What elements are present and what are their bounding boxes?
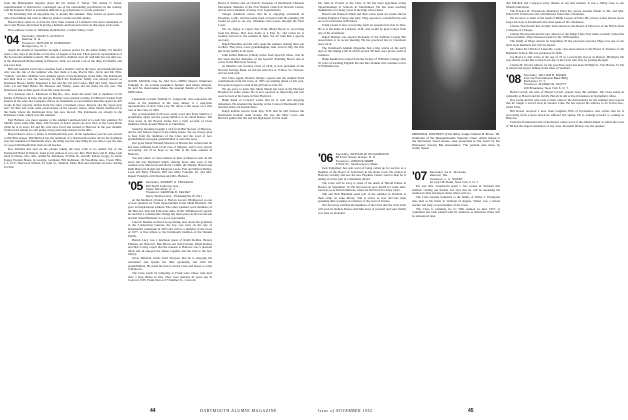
paragraph: Lieutenant Colonel William N. Langworth, who represents the oldest of the members at the class dinner, is a long-time representative of New York City. He offers a full report on a fine tour of the Class of 1905. [128,98,212,112]
class-officers [22,35,71,48]
class-year: '06 [318,151,333,165]
paragraph: Our Secretary reminds the members of the Class that the class letter will soon be mailed. Please send him news of yourself and your family so it may be included. [318,203,406,215]
magazine-title: DARTMOUTH ALUMNI MAGAZINE [200,408,277,413]
column-6 [506,2,624,402]
paragraph: Helen Carroll, the wife of Harold Carroll, passed away this summer. The Class sends its sympathy to Harold and his family. Harold is still active in business in Springfield, Mass. [506,90,624,98]
class-heading-1908 [506,73,624,90]
paragraph: Bill Raven received a note from Leighton Hall of Providence who writes that he is recovering from a heart attack he suffered last spring. He is looking forward to coming to Hanover. [506,109,624,121]
paragraph: that Mitchell and I enjoyed every minute of our fine reunion. It was a fitting close to our fiftieth celebration. [506,2,624,9]
paragraph: The Class is planning for its 50th reunion in June 1957. A committee has been named with Ira Jandreau as chairman. Plans will be announced later. [412,206,500,218]
paragraph: Charlie Woodworth and the new director of the Ridge Club, Fred Allen, recently visited the Class president. They discussed plans for the 1958 reunion. [506,31,624,40]
class-year: '08 [506,71,521,86]
paragraph: At the Medford, October 4, Harvey Grover Wintherowd as one of four speakers on 'Sales Opportunities in the Small Business'. He gave an inspirational address. The other speakers were members of the Harvard, Yale and Princeton clubs. In Mr. Wintherowd's speech he said that a considerable change has taken place in the last decade and the 'Small Business' is a good opportunity. [128,197,212,220]
paragraph: We are sorry to learn that Julian Marsh has been in the Hartford Hospital for some weeks. He is now reported as improving and will soon be back at his home in West Hartford. [218,86,304,98]
class-heading-1905 [128,180,212,197]
paragraph: Our good friend Wendell Marston of Boston has written that he has been suffering from a bad case of shingles, and is now slowly recovering. All of us hope to see him at the June reunion in Hanover. [128,141,212,156]
treasurer-address: Montgomery, N. J. [21,44,47,49]
column-2 [128,98,212,402]
class-heading-1907 [412,170,500,184]
class-heading-1906 [318,152,406,166]
paragraph: The Class will be sorry to learn of the death of Harold Parker in Boston on September 10. He had been in poor health for some time. Services were held in Melrose, where he had lived for many years. [318,180,406,193]
paragraph: Burton Lucy was a luncheon guest of Ralph Rollins, Hersey Pittman, Art Bancroft, Ben Bacon and Sam Farnum. Ralph Rollins and Bob Crosby report that the reunion at Hanover was a pleasant affair and all enjoyed the dinner together and the visit to the new library. [128,238,212,257]
paragraph: Harold and Winston Smith and their wives spent six weeks abroad visiting England, France and Italy. They reported a wonderful trip and are now back home in Hartford. [318,12,406,24]
paragraph: Oscar Baldwin writes from Newport that he is enjoying his retirement and spends his time gardening and with his grandchildren. He sends his best to all the Class and hopes to come to Hanover. [128,256,212,272]
paragraph: Ralph Rollins reports from Rye, N.H. that he still follows the Dartmouth football team closely. He saw the Holy Cross and Harvard games this fall and has high hopes for the team. [218,109,304,121]
paragraph: Sturges Kendrick writes that he is enjoying retirement in Pasadena, Calif., and has lately been occupied with his painting. He would be glad to see any classmate who passes through the West Coast. [218,12,304,27]
treasurer-name: Treasurer, ALFRED W. SCOTT [523,82,567,87]
secretary-city: Upper Montclair, N. J. [145,187,176,191]
class-officers [336,153,389,166]
paragraph: Harold Ross's son is a junior at Dartmouth this year. In his sophomore year he was elected to Phi Beta Kappa. Bill Bullock has the ambition of a Dartmouth teacher and in his freshman year has remained at Dartmouth since, the thing was the only thing he was able to get the idea of a good Dartmouth man from an old teacher. [4,132,122,147]
class-year: '04 [4,33,19,48]
class-year: '05 [128,179,143,194]
class-heading-1904 [4,34,122,48]
secretary-name: Secretary, WILLIAM B. RAVEN [523,72,567,77]
paragraph: Charles B. Wood's address for the past three years has been 26 High St., Fair Haven, Vt. He is retired and enjoys fishing in the lakes of Vermont. [506,62,624,71]
paragraph: We are sorry to learn of the death of Philip Cooper of Paris. His widow writes that he never forgot his days at Dartmouth and often spoke of his classmates. [506,16,624,24]
page-number-right: 45 [468,408,474,414]
treasurer-address: 2 Park St., Newburyport, Mass. [335,161,379,166]
treasurer-name: Treasurer, ARTHUR M. ROBINSON [21,40,71,45]
paragraph: Saturday morning brought a visit from Bill Stewart of Hanover, and he and Nelson stayed at the family house. We are always glad to hear from the members of the Class and the word of new grandchildren and great grandchildren is welcome news. [128,126,212,142]
secretary-city: Rochester, N. Y. [523,79,546,84]
paragraph: Pat and Mrs. Gruenwald spent a few weeks in Vermont this summer visiting old friends. Pat says that he will be attending the reunion in June and hopes many others will too. [412,184,500,196]
paragraph: We are happy to report that Frank (Bull) Bacon is recovering from his illness. He's now home at 4 East St., and writes he is looking forward to the reunion in June. We all wish him a speedy recovery. [218,27,304,42]
treasurer-address: 219 Broadway, New York 6, N. Y. [523,85,569,90]
paragraph: New address: Lester A. Williams, Robbins Rd., Carmel Valley, Calif. [8,27,94,32]
paragraph: Harold Ross sends us at from the New York Journal of Commerce the latest retirement of one Louis Hawes advertised in giving a humane and honored review in that paper each week. [4,19,122,28]
class-officers [524,74,569,90]
paragraph: Bill and Arabella Jarvis have returned from a month's visit in the West, and Dartmouth men who was the fun of the summer who met them at Lake Placid. Mrs. Jarvis and Mr. Ellis. "Johnny" and Mrs. Mathias were summer guests of the Robinsons in the hills. The Robinsons had their luck to visit the Secretary in which the Pondexter family was already known as Robinson Brook; family happened to Ike and his, Ed and Louise, Bird and Sally, Speed and Julia. Lil and Mud Burns, the Mossers and Wendy. Gene did not make the trip east. The Robinsons had as their guests from Mr. Gene Stowell. [4,66,122,92]
secretary-address: 41st Central National Bank Bldg. [523,75,569,80]
paragraph: The Dartmouth Alumni Magazine had a fine article on the early days of the Outing Club in which several '06 men were given credit as founders. [318,45,406,58]
paragraph: Our correspondent from Iowa sends word that Earle Smith is a grandfather again and the young Smith is to be called Robert. The class notes in the Boston Globe had a brief account of Class members living around Hanover at Christmas. [128,111,212,127]
treasurer-name: Treasurer, L. C. SMART [429,176,463,181]
paragraph: Sim and Nell Burnham spent part of the summer in Vermont at their camp on Lake Morey. Sim is active as ever and has been spending time working on a history of the town of Fairlee. [318,192,406,204]
paragraph: from the Philadelphia Inquirer about the Dr. Arthur F. Nolan. "Mr. Arthur F. Nolan, superintendent at Norristown, considered one of the outstanding psychiatrists in the country, said the Inquirer that it is extremely difficult to get physicians to accept positions." [4,2,122,13]
photo-caption: GOOD ADVICE may be had from 1905's Rupert Chalmers Fraleigh Jr., as a bank president, banker, and active citizens; he and his classmates share the special thanks of the entire 1905 class. [128,79,212,94]
secretary-name: Secretary, Ira H. Jandreau [429,170,466,174]
treasurer-name: Treasurer, HORACE WEBB [335,158,374,163]
paragraph: Van and others of class reunion in June at Hanover sent on the notes the late Raymond Smith. Among those who were at the reunion were Sherwood and Harry Collins, the Dakins, Harold and Ruth Hartwell, Ralph and Margaret Lewis, Earl and Marion Bailey, Leon and Betty Tibbetts, Bill and Mary Fraleigh, Dr. and Mrs. Rupert Fraleigh, with Norman and Mrs. Hudson. [128,156,212,178]
secretary-address: Nashua, N. H. [21,37,42,42]
paragraph: The Kittatinny had an enjoyable trip to Alaska this summer. They visited on speed some time at Ketchikan and went to Sitka by plane to round out their junket. [4,12,122,20]
class-officers [430,171,479,184]
secretary-address: 620 North Fullerton Ave., [145,183,181,188]
paragraph: Lincoln Daniels received an upcoming note about his grandson in the Connecticut Gazette: the boy was born on the day of Dartmouth's centennial in 1955 and will be a member of the Class of 1977. A fine tribute to the Dartmouth tradition of the Daniels family. [128,219,212,238]
secretary-address: 88 Front Street, Exeter, N. H. [335,155,376,160]
paragraph: Mr. John R. Everett of the Class of '06 has been appointed acting Superintendent of Schools in Marblehead. He has been teaching mathematics for many years in the high school there. [318,2,406,13]
paragraph: Roy Joslin and his wife went to their camp in the Adirondacks for the summer. Roy reports that he caught a record trout in Saranac Lake. He has moved his address to 45 Forest Ave., Glens Falls. [506,97,624,109]
paragraph: Mr. James M. O'Dell of Lakeville, Conn., has been elected to the Board of Trustees of the Berkshire School. His son graduated in 1940. [506,47,624,55]
paragraph: Our Class Agent, Herbert Sturgis, reports that the Alumni Fund contributions from the Class of 1905 are running ahead of last year. Everyone is urged to send in his gift before June 30. [218,75,304,87]
paragraph: Frank Cloud is now recovering from an operation he had in June. He is at his home in Lebanon, N.H., and would be glad to hear from any of his classmates. [318,23,406,35]
paragraph: Hugh Rand of Concord writes that he is well and enjoying retirement. He attended the meeting of the Concord Dartmouth Club and met many old friends there. [218,97,304,110]
treasurer-name: Treasurer, GEORGE R. KELSEY [145,190,191,195]
treasurer-address: 10 Lyle Hill Road, New York 4, N. Y. [429,179,479,184]
paragraph: Joe Boyce is still active at the age of 70 as a practicing lawyer in Detroit, Michigan. He says that he would like to hear from any of the Class who may be passing through. [506,54,624,63]
paragraph: Jack Kingsbury has sent word of being called up for service as a member of the Board of Selectmen in his home town. He visited in Hanover recently and saw the new Hopkins Center. Glad to hear he is taking an active part in community affairs. [318,166,406,181]
issue-date: Issue of NOVEMBER 1952 [318,408,373,413]
paragraph: Hugh Rankin has retired from the faculty of Williams College after 35 years of teaching English. He and Mrs. Rankin will continue to live in Williamstown. [318,57,406,69]
paragraph: Charles Woodworth has recently been elected to the Board of Directors of the Harris Trust Company of Chicago. [506,24,624,32]
secretary-name: Secretary, DAVID S. AUSTIN II [21,34,65,39]
class-officers [146,181,203,197]
column-5 [412,170,500,402]
secretary-name: Secretary, ARTHUR W. RICHARDSON [335,152,389,156]
paragraph: W.J. Andover and L. MacKeen of Bel Ro., Twe, made his usual visit to members of his family in Hanover in June. He and the Bristols were greeted warmly. Ed Bristol's friends from Kansas in the Glee and Company offices on September as Government Revenue Agent he still works in that capacity. Oeleje Kent has since a business career. Reports and the "good gray ben" for Bob and wade some observations on his retreat's whole, when family transferred to the home where the Robinsons have just now moved. The Robinsons are already in the Robinson Cabin, which was still summer. [4,92,122,118]
paragraph: From the Dartmouth Club of Rochester comes word of the annual dinner at which the Class of '08 had the largest attendance of any class. President Dickey was the speaker. [506,120,624,128]
portrait-photo-fraleigh [128,2,200,77]
photo-caption: MEMORIAL PORTRAIT of his father Judge Charles B. Bruse, '05, Chairman of the Massachusetts Superior Court, which hangs in the Worcester Court House, was presented to the Court by the Worcester County Bar Association. The portrait was done by Arthur Spear. [412,132,500,150]
paragraph: Again the month of September brought a serious period for the Allen family. Ed Sheffer spent a few days at his home on the first of August at the Inn. Then spent in representation of the Secretaries Alumni Council. His wife and five children were all with him but one time too, at the Dartmouth Homecoming in Hanover. Well, we all had a tip of the time; Ed Sheffer and son were here. [4,48,122,67]
paragraph: Ralph Holmes was elected President of the Sullivan County Bar Association at its recent meeting. He has practiced law in Claremont since 1912. [318,34,406,46]
paragraph: John Arthur Bullock (Chick) writes from Ipswich, Mass., that he has been elected chairman of the Ipswich Planning Board and is active in the Historical Society. [218,53,304,65]
paragraph: The Edward H. Esterbrook Memorial Fund has grown steadily thanks to Mr. and Mrs. Edward H. Esterbrook and contributions from other classmates. [506,8,624,17]
memorial-portrait-photo [412,2,496,130]
paragraph: Earl Bullock was guest speaker at the Alumni Luncheon held at Lowell this summer. Ed Sheffer spent some time there. Jim Swayze of Texas reports he now lives at the Cotes Hotel while he is in town. Ed and his wife have lived and learned at Hanover in the past months. Twins in the family are still going strong with large interest in the hills. [4,117,122,133]
paragraph: The Class sends its sympathy to Frank Gale whose wife died after a long illness in July. They were married 43 years ago in Concord, N.H. Frank lives at 27 Summer St., Concord. [128,271,212,283]
treasurer-address: Stony Stratton Ave., Philadelphia (5, Pa.) [145,193,203,198]
paragraph: Ralph Hazeltine and his wife spent the summer visiting their son in Ohio. They have a new granddaughter, Ann, born in July, the first girl in the family in 40 years. [218,41,304,53]
paragraph: Al Martin's son Gordon, Class of 1934, is now president of the Newton Savings Bank. Al and his wife live at 15 Bow St., Newton, and are both well. [218,64,304,76]
paragraph: Roy Robbins has sent on his picture taking the Glee Club to its annual trip of the Dartmouth Band in Illinois. Send us his address if you can. Mrs. Bull Ross and R. Ring, both lived in Dallas, Tex.; Mrs. Arthur M. Robinson, 45 Pine St., and Mr. Robert Gregg, Jr., Delta Kappa Epsilon House in Georgia, Germany. Bill Robinson, 36 Woodbine Ave., Forest Hills, L.I., N.Y.; Sherwood Wilson, 24 Lynn St., Taunton, Mass. Bob and Gertrude are here visiting in 1954. [4,147,122,169]
page-number-left: 44 [150,408,156,414]
paragraph: The family of Hugo Arborn on September 20 has just been reported. Hugo was one of our most loyal members and will be missed. [506,39,624,47]
column-1 [4,2,122,402]
class-year: '07 [412,170,427,183]
column-3 [218,2,304,402]
secretary-name: Secretary, RUPERT H. FRALEIGH [145,180,194,185]
paragraph: Board of Editors and on Church. Treasurer of Dartmouth Christian Movement. Member of the First Baptist Church in Newton Centre, and an active member of many civic organizations. [218,2,304,13]
secretary-address: Hanover, Me. [429,173,449,178]
paragraph: The Class extends sympathy to the family of Walter J. Thompson who died at his home in Vermont in August. Walter was a retired teacher and long a loyal member of the Class. [412,195,500,207]
column-4-top [318,2,406,152]
